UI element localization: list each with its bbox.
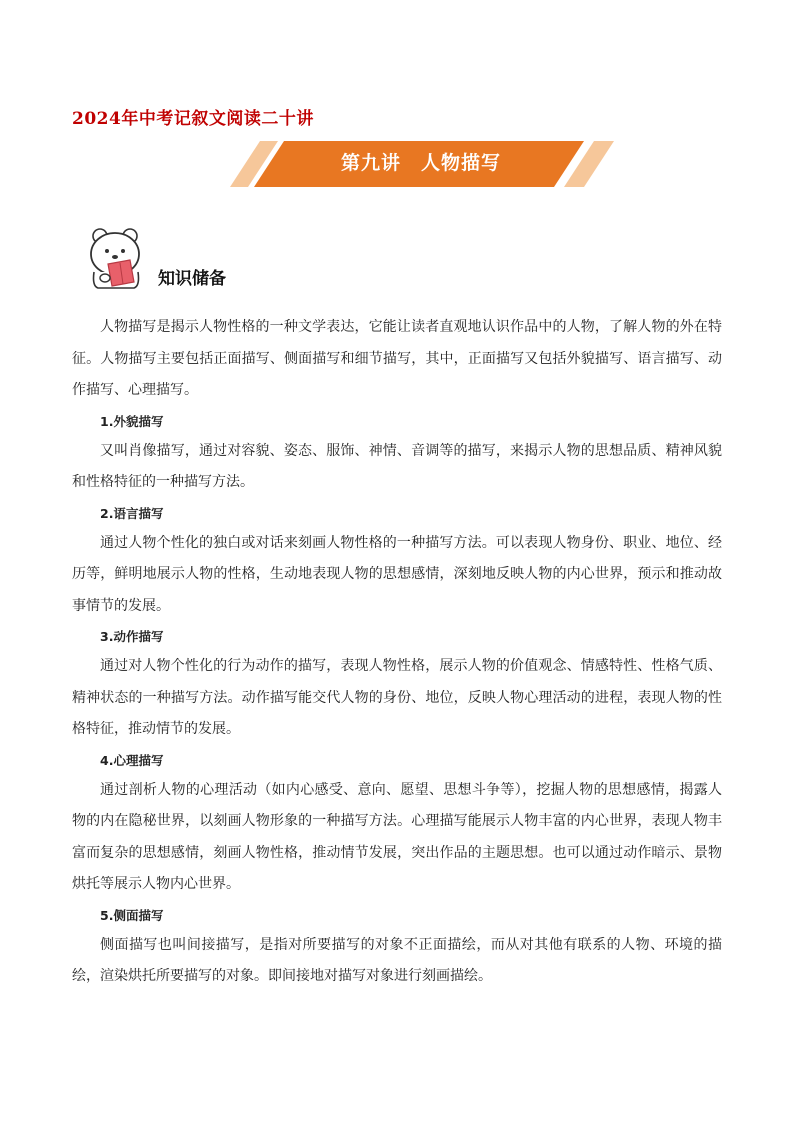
item-heading: 1.外貌描写	[100, 413, 164, 429]
intro-paragraph: 人物描写是揭示人物性格的一种文学表达，它能让读者直观地认识作品中的人物，了解人物的外在特征。人物描写主要包括正面描写、侧面描写和细节描写，其中，正面描写又包括外貌描写、语言描写、动作描写、心理描写。	[72, 319, 722, 398]
section-title: 知识储备	[158, 269, 226, 289]
item-heading: 2.语言描写	[100, 505, 164, 521]
document-body	[72, 312, 722, 993]
item-body: 又叫肖像描写，通过对容貌、姿态、服饰、神情、音调等的描写，来揭示人物的思想品质、精神风貌和性格特征的一种描写方法。	[72, 442, 722, 490]
section-header	[84, 224, 324, 294]
item-heading: 4.心理描写	[100, 752, 164, 768]
series-title: 2024年中考记叙文阅读二十讲	[72, 109, 314, 129]
item-body: 通过人物个性化的独白或对话来刻画人物性格的一种描写方法。可以表现人物身份、职业、地位、经历等，鲜明地展示人物的性格，生动地表现人物的思想感情，深刻地反映人物的内心世界，预示和推动故事情节的发展。	[72, 534, 722, 614]
item-body: 通过剖析人物的心理活动（如内心感受、意向、愿望、思想斗争等），挖掘人物的思想感情，揭露人物的内在隐秘世界，以刻画人物形象的一种描写方法。心理描写能展示人物丰富的内心世界，表现人物丰富而复杂的思想感情，刻画人物性格，推动情节发展，突出作品的主题思想。也可以通过动作暗示、景物烘托等展示人物内心世界。	[72, 781, 722, 892]
item-heading: 5.侧面描写	[100, 907, 164, 923]
item-heading: 3.动作描写	[100, 629, 164, 644]
lecture-banner	[226, 139, 616, 187]
bear-reading-icon	[84, 224, 154, 292]
item-body: 通过对人物个性化的行为动作的描写，表现人物性格，展示人物的价值观念、情感特性、性格气质、精神状态的一种描写方法。动作描写能交代人物的身份、地位，反映人物心理活动的进程，表现人物的性格特征，推动情节的发展。	[72, 658, 722, 737]
lecture-title: 第九讲 人物描写	[340, 152, 501, 174]
item-body: 侧面描写也叫间接描写，是指对所要描写的对象不正面描绘，而从对其他有联系的人物、环境的描绘，渲染烘托所要描写的对象。即间接地对描写对象进行刻画描绘。	[72, 936, 722, 984]
